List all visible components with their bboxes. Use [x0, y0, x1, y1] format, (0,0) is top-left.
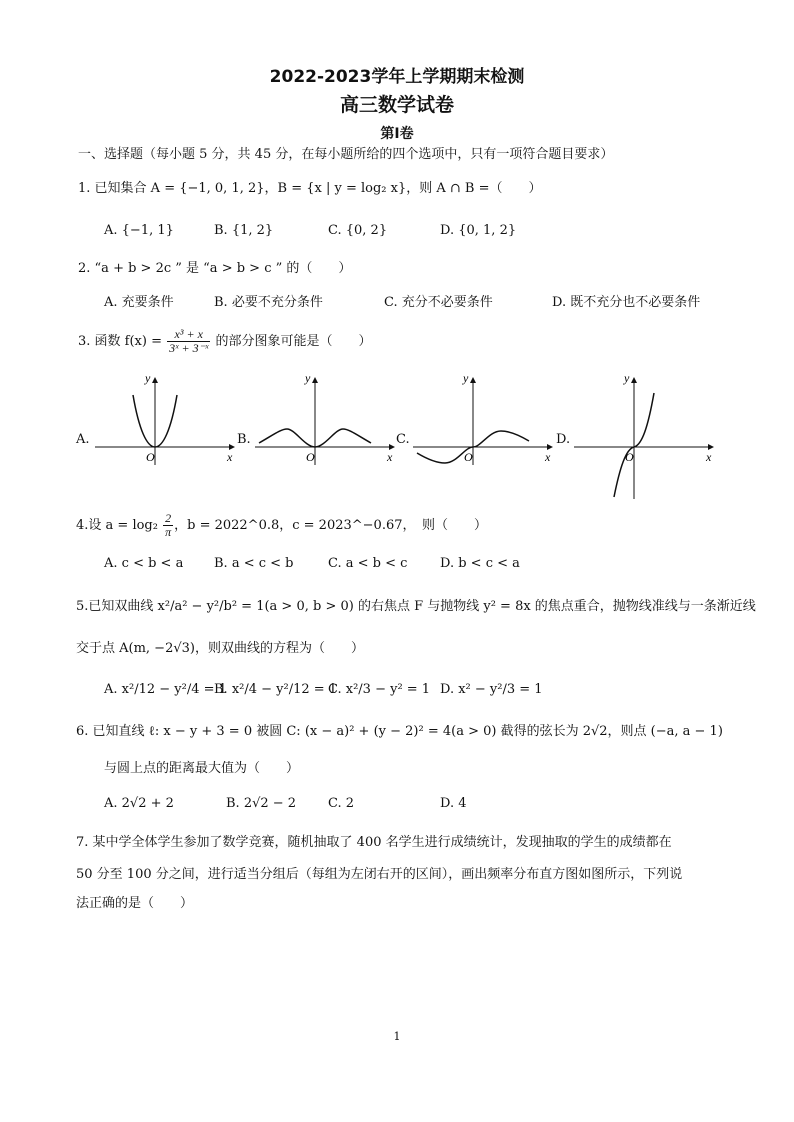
question-4-option-c: C. a < b < c: [328, 556, 408, 571]
graph-a-y-label: y: [145, 375, 151, 385]
question-2-option-d: D. 既不充分也不必要条件: [552, 295, 701, 310]
question-3-fraction-denominator: 3ˣ + 3⁻ˣ: [169, 341, 209, 355]
question-3-option-b: B.: [237, 432, 251, 447]
question-3-graph-b: [255, 375, 395, 465]
question-3-option-c: C.: [396, 432, 410, 447]
section1-instructions: 一、选择题（每小题 5 分，共 45 分，在每小题所给的四个选项中，只有一项符合题目要求）: [78, 147, 614, 162]
question-3-stem-prefix: 3. 函数 f(x) =: [78, 334, 167, 349]
question-5-option-d: D. x² − y²/3 = 1: [440, 682, 543, 697]
question-7-line-2: 50 分至 100 分之间，进行适当分组后（每组为左闭右开的区间），画出频率分布直方图如图所示，下列说: [76, 867, 683, 882]
question-6-stem: 6. 已知直线 ℓ: x − y + 3 = 0 被圆 C: (x − a)² + (y − 2)² = 4(a > 0) 截得的弦长为 2√2，则点 (−a, a − 1): [76, 724, 723, 739]
graph-b-origin-label: O: [306, 450, 315, 464]
question-6-option-a: A. 2√2 + 2: [104, 796, 174, 811]
question-5-stem: 5.已知双曲线 x²/a² − y²/b² = 1(a > 0, b > 0) 的右焦点 F 与抛物线 y² = 8x 的焦点重合，抛物线准线与一条渐近线: [76, 599, 756, 614]
question-4-fraction: [163, 512, 173, 539]
question-3-graph-a: [95, 375, 235, 465]
question-1-stem: 1. 已知集合 A = {−1, 0, 1, 2}，B = {x | y = log₂ x}，则 A ∩ B =（ ）: [78, 181, 542, 196]
question-3-graph-c: [413, 375, 553, 470]
question-3-fraction-numerator: x³ + x: [167, 328, 210, 342]
question-4-stem-prefix: 4.设 a = log₂: [76, 518, 163, 533]
question-2-option-b: B. 必要不充分条件: [214, 295, 323, 310]
graph-d-x-label: x: [706, 450, 712, 464]
question-3-fraction: [167, 328, 210, 355]
question-3-stem: [78, 328, 371, 355]
section-label: 第Ⅰ卷: [380, 126, 414, 142]
question-3-option-a: A.: [76, 432, 90, 447]
exam-title: 2022-2023学年上学期期末检测: [269, 67, 525, 87]
question-4-option-b: B. a < c < b: [214, 556, 294, 571]
graph-c-y-label: y: [463, 375, 469, 385]
page-number: 1: [393, 1030, 401, 1043]
question-5-option-c: C. x²/3 − y² = 1: [328, 682, 431, 697]
graph-a-origin-label: O: [146, 450, 155, 464]
question-1-option-b: B. {1, 2}: [214, 223, 274, 238]
question-7-line-1: 7. 某中学全体学生参加了数学竞赛，随机抽取了 400 名学生进行成绩统计，发现抽取的学生的成绩都在: [76, 835, 672, 850]
graph-a-x-label: x: [227, 450, 233, 464]
question-2-option-a: A. 充要条件: [104, 295, 174, 310]
question-2-option-c: C. 充分不必要条件: [384, 295, 493, 310]
graph-b-x-label: x: [387, 450, 393, 464]
graph-c-origin-label: O: [464, 450, 473, 464]
graph-c-x-label: x: [545, 450, 551, 464]
question-3-option-d: D.: [556, 432, 571, 447]
exam-subtitle: 高三数学试卷: [339, 94, 454, 116]
question-2-stem: 2. “a + b > 2c ” 是 “a > b > c ” 的（ ）: [78, 261, 352, 276]
graph-b-y-label: y: [305, 375, 311, 385]
question-3-graph-d: [574, 375, 716, 501]
question-6-option-b: B. 2√2 − 2: [226, 796, 297, 811]
question-1-option-d: D. {0, 1, 2}: [440, 223, 517, 238]
question-4-stem-suffix: ，b = 2022^0.8，c = 2023^−0.67， 则（ ）: [174, 518, 487, 533]
question-4-fraction-denominator: π: [165, 525, 172, 539]
question-6-stem-continued: 与圆上点的距离最大值为（ ）: [104, 761, 300, 776]
question-4-option-d: D. b < c < a: [440, 556, 520, 571]
question-3-stem-suffix: 的部分图象可能是（ ）: [211, 334, 372, 349]
question-5-option-a: A. x²/12 − y²/4 = 1: [104, 682, 227, 697]
question-4-option-a: A. c < b < a: [104, 556, 184, 571]
question-5-option-b: B. x²/4 − y²/12 = 1: [214, 682, 338, 697]
question-4-stem: [76, 512, 487, 539]
graph-d-origin-label: O: [625, 450, 634, 464]
question-6-option-c: C. 2: [328, 796, 355, 811]
question-4-fraction-numerator: 2: [163, 512, 173, 526]
question-1-option-a: A. {−1, 1}: [104, 223, 174, 238]
question-6-option-d: D. 4: [440, 796, 467, 811]
question-7-line-3: 法正确的是（ ）: [76, 896, 194, 911]
question-5-stem-continued: 交于点 A(m, −2√3)，则双曲线的方程为（ ）: [76, 641, 364, 656]
graph-d-y-label: y: [624, 375, 630, 385]
question-1-option-c: C. {0, 2}: [328, 223, 388, 238]
